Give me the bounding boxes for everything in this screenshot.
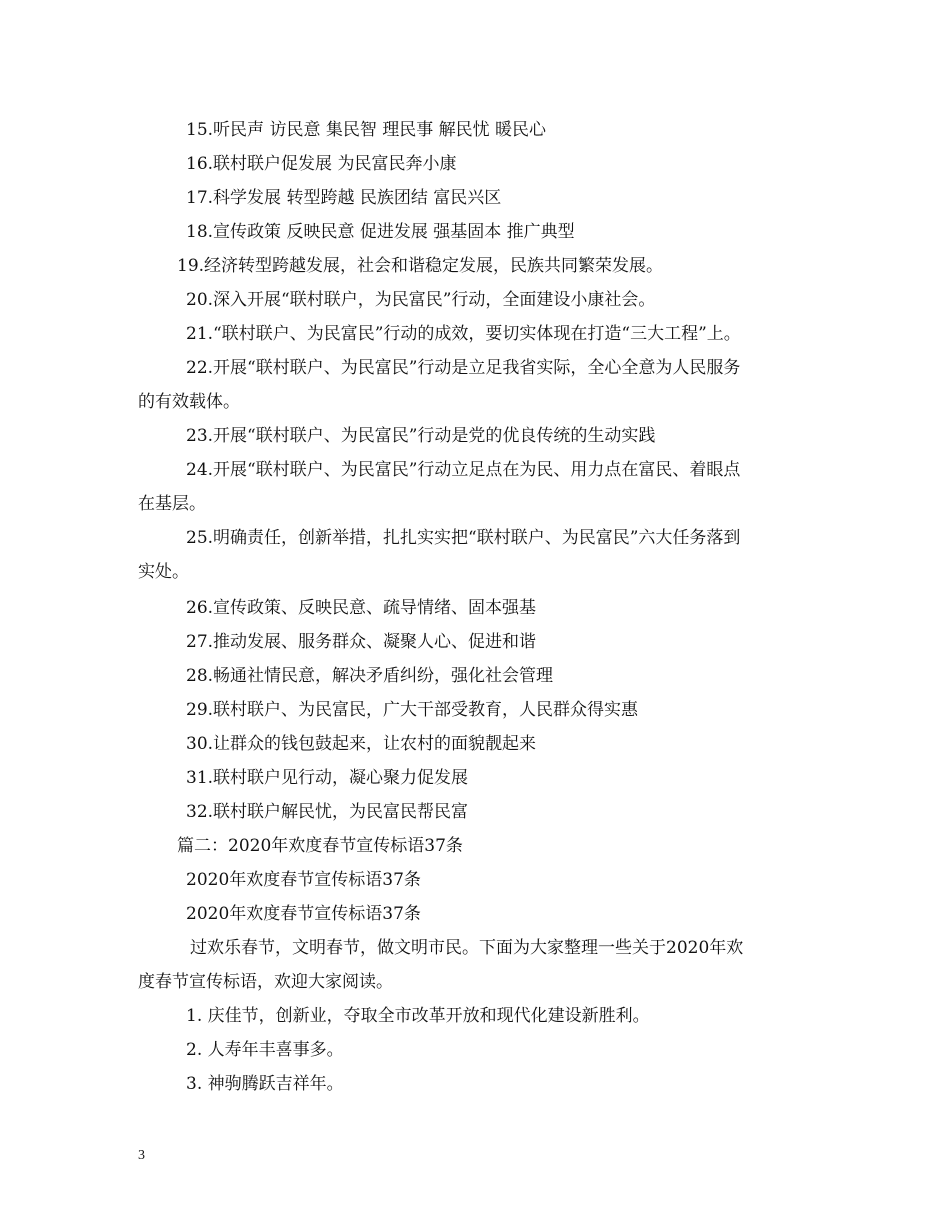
text-line-22-continuation: 的有效载体。 [138,392,240,412]
page-number: 3 [138,1148,145,1163]
text-line-20: 20.深入开展“联村联户，为民富民”行动，全面建设小康社会。 [186,290,656,310]
text-line-25: 25.明确责任，创新举措，扎扎实实把“联村联户、为民富民”六大任务落到 [186,528,741,548]
repeated-title-1: 2020年欢度春节宣传标语37条 [186,870,421,890]
text-line-21: 21.“联村联户、为民富民”行动的成效，要切实体现在打造“三大工程”上。 [186,324,741,344]
text-line-24-continuation: 在基层。 [138,494,206,514]
repeated-title-2: 2020年欢度春节宣传标语37条 [186,904,421,924]
text-line-15: 15.听民声 访民意 集民智 理民事 解民忧 暖民心 [186,120,547,140]
slogan-item-1: 1. 庆佳节，创新业，夺取全市改革开放和现代化建设新胜利。 [186,1006,650,1026]
intro-paragraph-line-2: 度春节宣传标语，欢迎大家阅读。 [138,972,393,992]
text-line-24: 24.开展“联村联户、为民富民”行动立足点在为民、用力点在富民、着眼点 [186,460,741,480]
text-line-31: 31.联村联户见行动，凝心聚力促发展 [186,768,469,788]
text-line-19: 19.经济转型跨越发展，社会和谐稳定发展，民族共同繁荣发展。 [177,256,664,276]
text-line-26: 26.宣传政策、反映民意、疏导情绪、固本强基 [186,598,537,618]
text-line-23: 23.开展“联村联户、为民富民”行动是党的优良传统的生动实践 [186,426,656,446]
text-line-27: 27.推动发展、服务群众、凝聚人心、促进和谐 [186,632,537,652]
text-line-17: 17.科学发展 转型跨越 民族团结 富民兴区 [186,188,502,208]
text-line-30: 30.让群众的钱包鼓起来，让农村的面貌靓起来 [186,734,537,754]
slogan-item-3: 3. 神驹腾跃吉祥年。 [186,1074,344,1094]
text-line-28: 28.畅通社情民意，解决矛盾纠纷，强化社会管理 [186,666,554,686]
text-line-18: 18.宣传政策 反映民意 促进发展 强基固本 推广典型 [186,222,575,242]
text-line-16: 16.联村联户促发展 为民富民奔小康 [186,154,457,174]
text-line-32: 32.联村联户解民忧，为民富民帮民富 [186,802,469,822]
text-line-25-continuation: 实处。 [138,562,189,582]
intro-paragraph-line-1: 过欢乐春节，文明春节，做文明市民。下面为大家整理一些关于2020年欢 [190,938,744,958]
text-line-22: 22.开展“联村联户、为民富民”行动是立足我省实际，全心全意为人民服务 [186,358,741,378]
text-line-29: 29.联村联户、为民富民，广大干部受教育，人民群众得实惠 [186,700,639,720]
section-heading: 篇二：2020年欢度春节宣传标语37条 [177,836,463,856]
slogan-item-2: 2. 人寿年丰喜事多。 [186,1040,344,1060]
